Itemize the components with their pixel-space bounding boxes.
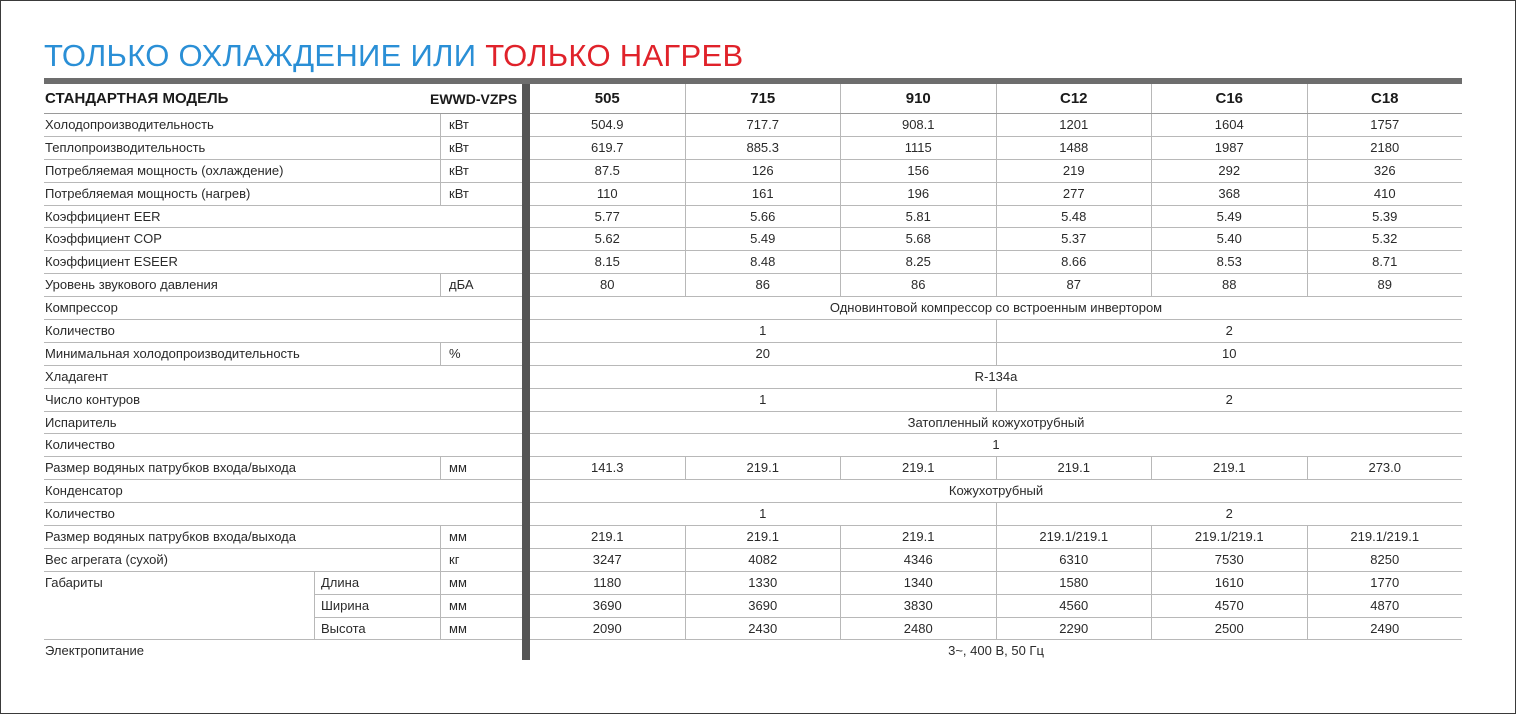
value-cell-merged: 1 [759,323,767,339]
value-cell: 5.62 [594,231,620,247]
model-header: 505 [594,90,620,107]
spec-label: Холодопроизводительность [45,117,214,132]
header-row-models [530,84,1462,114]
spec-row [44,251,522,274]
spec-label: Коэффициент COP [45,231,162,247]
value-cell: 8.25 [840,251,996,273]
model-header: C12 [996,84,1152,113]
spec-row [44,389,522,412]
value-cell: 2480 [840,618,996,640]
column-separator [522,84,530,660]
value-cell: 87.5 [594,162,620,178]
value-cell: 110 [596,185,618,201]
value-cell: 4560 [996,595,1152,617]
spec-row [44,320,522,343]
value-cell: 219 [996,160,1152,182]
series-name: EWWD-VZPS [430,91,518,107]
spec-row [44,526,522,549]
value-cell-merged: 2 [996,389,1463,411]
spec-label: Хладагент [45,368,109,384]
spec-row [44,114,522,137]
model-header: C18 [1307,84,1463,113]
value-cell: 410 [1307,183,1463,205]
value-row [530,412,1462,435]
model-header: 715 [685,84,841,113]
spec-label: Вес агрегата (сухой) [45,551,168,567]
value-row [530,618,1462,641]
value-cell: 1180 [593,574,622,590]
spec-unit: мм [440,526,467,548]
spec-label: Коэффициент EER [45,208,161,224]
value-cell: 5.77 [594,208,620,224]
value-cell: 219.1 [840,457,996,479]
value-cell: 5.81 [840,206,996,228]
value-cell: 717.7 [685,114,841,136]
spec-unit: кг [440,549,459,571]
title-part-heating: ТОЛЬКО НАГРЕВ [485,38,744,73]
value-cell: 126 [685,160,841,182]
spec-label: Количество [45,437,115,453]
value-cell: 8250 [1307,549,1463,571]
value-cell: 8.15 [594,254,620,270]
value-cell-merged: R-134a [974,368,1018,384]
value-row [530,434,1462,457]
value-row [530,274,1462,297]
value-cell: 504.9 [590,117,624,132]
value-cell: 219.1 [685,526,841,548]
value-row [530,572,1462,595]
spec-row [44,343,522,366]
value-cell: 196 [840,183,996,205]
spec-label: Испаритель [45,414,117,430]
spec-row [44,183,522,206]
value-cell: 219.1/219.1 [1151,526,1307,548]
value-cell: 5.37 [996,228,1152,250]
value-cell: 219.1 [1151,457,1307,479]
value-row [530,389,1462,412]
value-cell: 5.49 [685,228,841,250]
value-cell: 4570 [1151,595,1307,617]
spec-row [44,366,522,389]
value-cell: 141.3 [590,460,624,476]
value-row [530,503,1462,526]
spec-row [44,618,522,641]
spec-label: Размер водяных патрубков входа/выхода [45,460,296,476]
spec-row [44,228,522,251]
spec-labels [44,84,522,663]
value-cell: 1757 [1307,114,1463,136]
value-cell-merged: 20 [755,345,770,361]
spec-values [530,84,1462,663]
value-cell: 86 [685,274,841,296]
value-cell-merged: 1 [759,391,767,407]
value-row [530,206,1462,229]
spec-label: Компрессор [45,300,118,316]
spec-row [44,434,522,457]
value-cell: 161 [685,183,841,205]
value-cell: 1488 [996,137,1152,159]
value-cell-merged: 2 [996,320,1463,342]
value-cell: 5.40 [1151,228,1307,250]
value-cell: 7530 [1151,549,1307,571]
spec-unit: кВт [440,137,469,159]
value-cell: 2490 [1307,618,1463,640]
spec-unit: кВт [440,114,469,136]
value-row [530,366,1462,389]
value-cell: 80 [600,277,615,293]
spec-row [44,503,522,526]
value-cell: 3690 [592,597,622,613]
value-cell: 3247 [592,551,622,567]
spec-row [44,297,522,320]
value-cell: 219.1 [685,457,841,479]
value-cell-merged: 2 [996,503,1463,525]
value-cell: 292 [1151,160,1307,182]
spec-row [44,412,522,435]
value-cell: 219.1/219.1 [1307,526,1463,548]
value-cell: 3690 [685,595,841,617]
value-row [530,320,1462,343]
value-cell: 219.1 [840,526,996,548]
spec-label: Электропитание [45,643,144,659]
value-row [530,297,1462,320]
value-row [530,160,1462,183]
spec-row [44,160,522,183]
value-cell: 8.48 [685,251,841,273]
value-cell: 908.1 [840,114,996,136]
spec-row [44,480,522,503]
value-cell-merged: Одновинтовой компрессор со встроенным инвертором [829,300,1163,316]
value-cell-merged: 1 [759,506,767,522]
spec-row [44,206,522,229]
spec-label: Размер водяных патрубков входа/выхода [45,529,296,545]
value-row [530,526,1462,549]
spec-row [44,274,522,297]
value-cell-merged: 1 [992,437,1000,453]
value-cell: 2500 [1151,618,1307,640]
value-cell: 219.1 [996,457,1152,479]
spec-unit: мм [440,572,522,595]
value-cell: 1580 [996,572,1152,594]
value-cell: 8.53 [1151,251,1307,273]
spec-label: Количество [45,506,115,522]
value-cell-merged: 3~, 400 В, 50 Гц [948,643,1044,659]
value-cell: 619.7 [590,139,624,155]
value-cell: 2090 [592,620,622,636]
value-cell: 1115 [840,137,996,159]
value-row [530,343,1462,366]
value-row [530,251,1462,274]
spec-row [44,137,522,160]
standard-model-label: СТАНДАРТНАЯ МОДЕЛЬ [45,90,229,107]
spec-label: Конденсатор [45,483,123,499]
value-cell: 1770 [1307,572,1463,594]
value-cell-merged: Затопленный кожухотрубный [907,414,1085,430]
value-cell: 87 [996,274,1152,296]
value-cell: 5.68 [840,228,996,250]
header-row-left [44,84,522,114]
value-row [530,114,1462,137]
value-row [530,137,1462,160]
spec-label: Теплопроизводительность [45,139,206,155]
spec-unit: % [440,343,461,365]
value-row [530,549,1462,572]
value-cell: 8.66 [996,251,1152,273]
value-cell: 4870 [1307,595,1463,617]
spec-row [44,549,522,572]
spec-row [44,640,522,663]
spec-sublabel: Длина [314,572,440,595]
value-cell: 5.32 [1307,228,1463,250]
value-row [530,595,1462,618]
value-cell: 6310 [996,549,1152,571]
value-cell: 326 [1307,160,1463,182]
value-cell: 8.71 [1307,251,1463,273]
spec-label: Габариты [45,574,103,590]
value-cell: 156 [840,160,996,182]
value-cell: 885.3 [685,137,841,159]
title-part-cooling: ТОЛЬКО ОХЛАЖДЕНИЕ ИЛИ [44,38,477,73]
spec-row [44,457,522,480]
value-cell-merged: 10 [996,343,1463,365]
value-cell: 89 [1307,274,1463,296]
spec-label: Число контуров [45,391,141,407]
spec-unit: мм [440,618,467,640]
value-cell: 5.49 [1151,206,1307,228]
model-header: C16 [1151,84,1307,113]
spec-label: Потребляемая мощность (нагрев) [45,185,251,201]
value-cell: 3830 [840,595,996,617]
value-cell: 2430 [685,618,841,640]
value-cell: 1610 [1151,572,1307,594]
spec-unit: мм [440,595,522,618]
value-cell: 1201 [996,114,1152,136]
value-cell: 1987 [1151,137,1307,159]
spec-label: Уровень звукового давления [45,277,218,293]
value-row [530,183,1462,206]
spec-unit: мм [440,457,467,479]
value-cell: 277 [996,183,1152,205]
value-cell: 368 [1151,183,1307,205]
value-cell: 219.1/219.1 [996,526,1152,548]
spec-sublabel: Высота [314,618,366,640]
value-cell: 1340 [840,572,996,594]
spec-unit: кВт [440,160,469,182]
value-cell-merged: Кожухотрубный [948,483,1044,499]
value-cell: 1330 [685,572,841,594]
value-cell: 4082 [685,549,841,571]
value-cell: 2180 [1307,137,1463,159]
value-cell: 219.1 [590,529,624,545]
value-cell: 86 [840,274,996,296]
model-header: 910 [840,84,996,113]
value-row [530,457,1462,480]
spec-row [44,572,522,595]
spec-label: Коэффициент ESEER [45,254,178,270]
value-cell: 5.48 [996,206,1152,228]
value-cell: 5.39 [1307,206,1463,228]
spec-sublabel: Ширина [314,595,440,618]
spec-label: Минимальная холодопроизводительность [45,345,300,361]
value-row [530,640,1462,663]
spec-unit: дБА [440,274,474,296]
page-title [44,38,743,74]
spec-unit: кВт [440,183,469,205]
value-cell: 5.66 [685,206,841,228]
value-cell: 4346 [840,549,996,571]
spec-label: Количество [45,323,115,339]
spec-label: Потребляемая мощность (охлаждение) [45,162,284,178]
value-row [530,228,1462,251]
value-cell: 2290 [996,618,1152,640]
spec-row [44,595,522,618]
value-cell: 273.0 [1307,457,1463,479]
value-row [530,480,1462,503]
value-cell: 88 [1151,274,1307,296]
value-cell: 1604 [1151,114,1307,136]
